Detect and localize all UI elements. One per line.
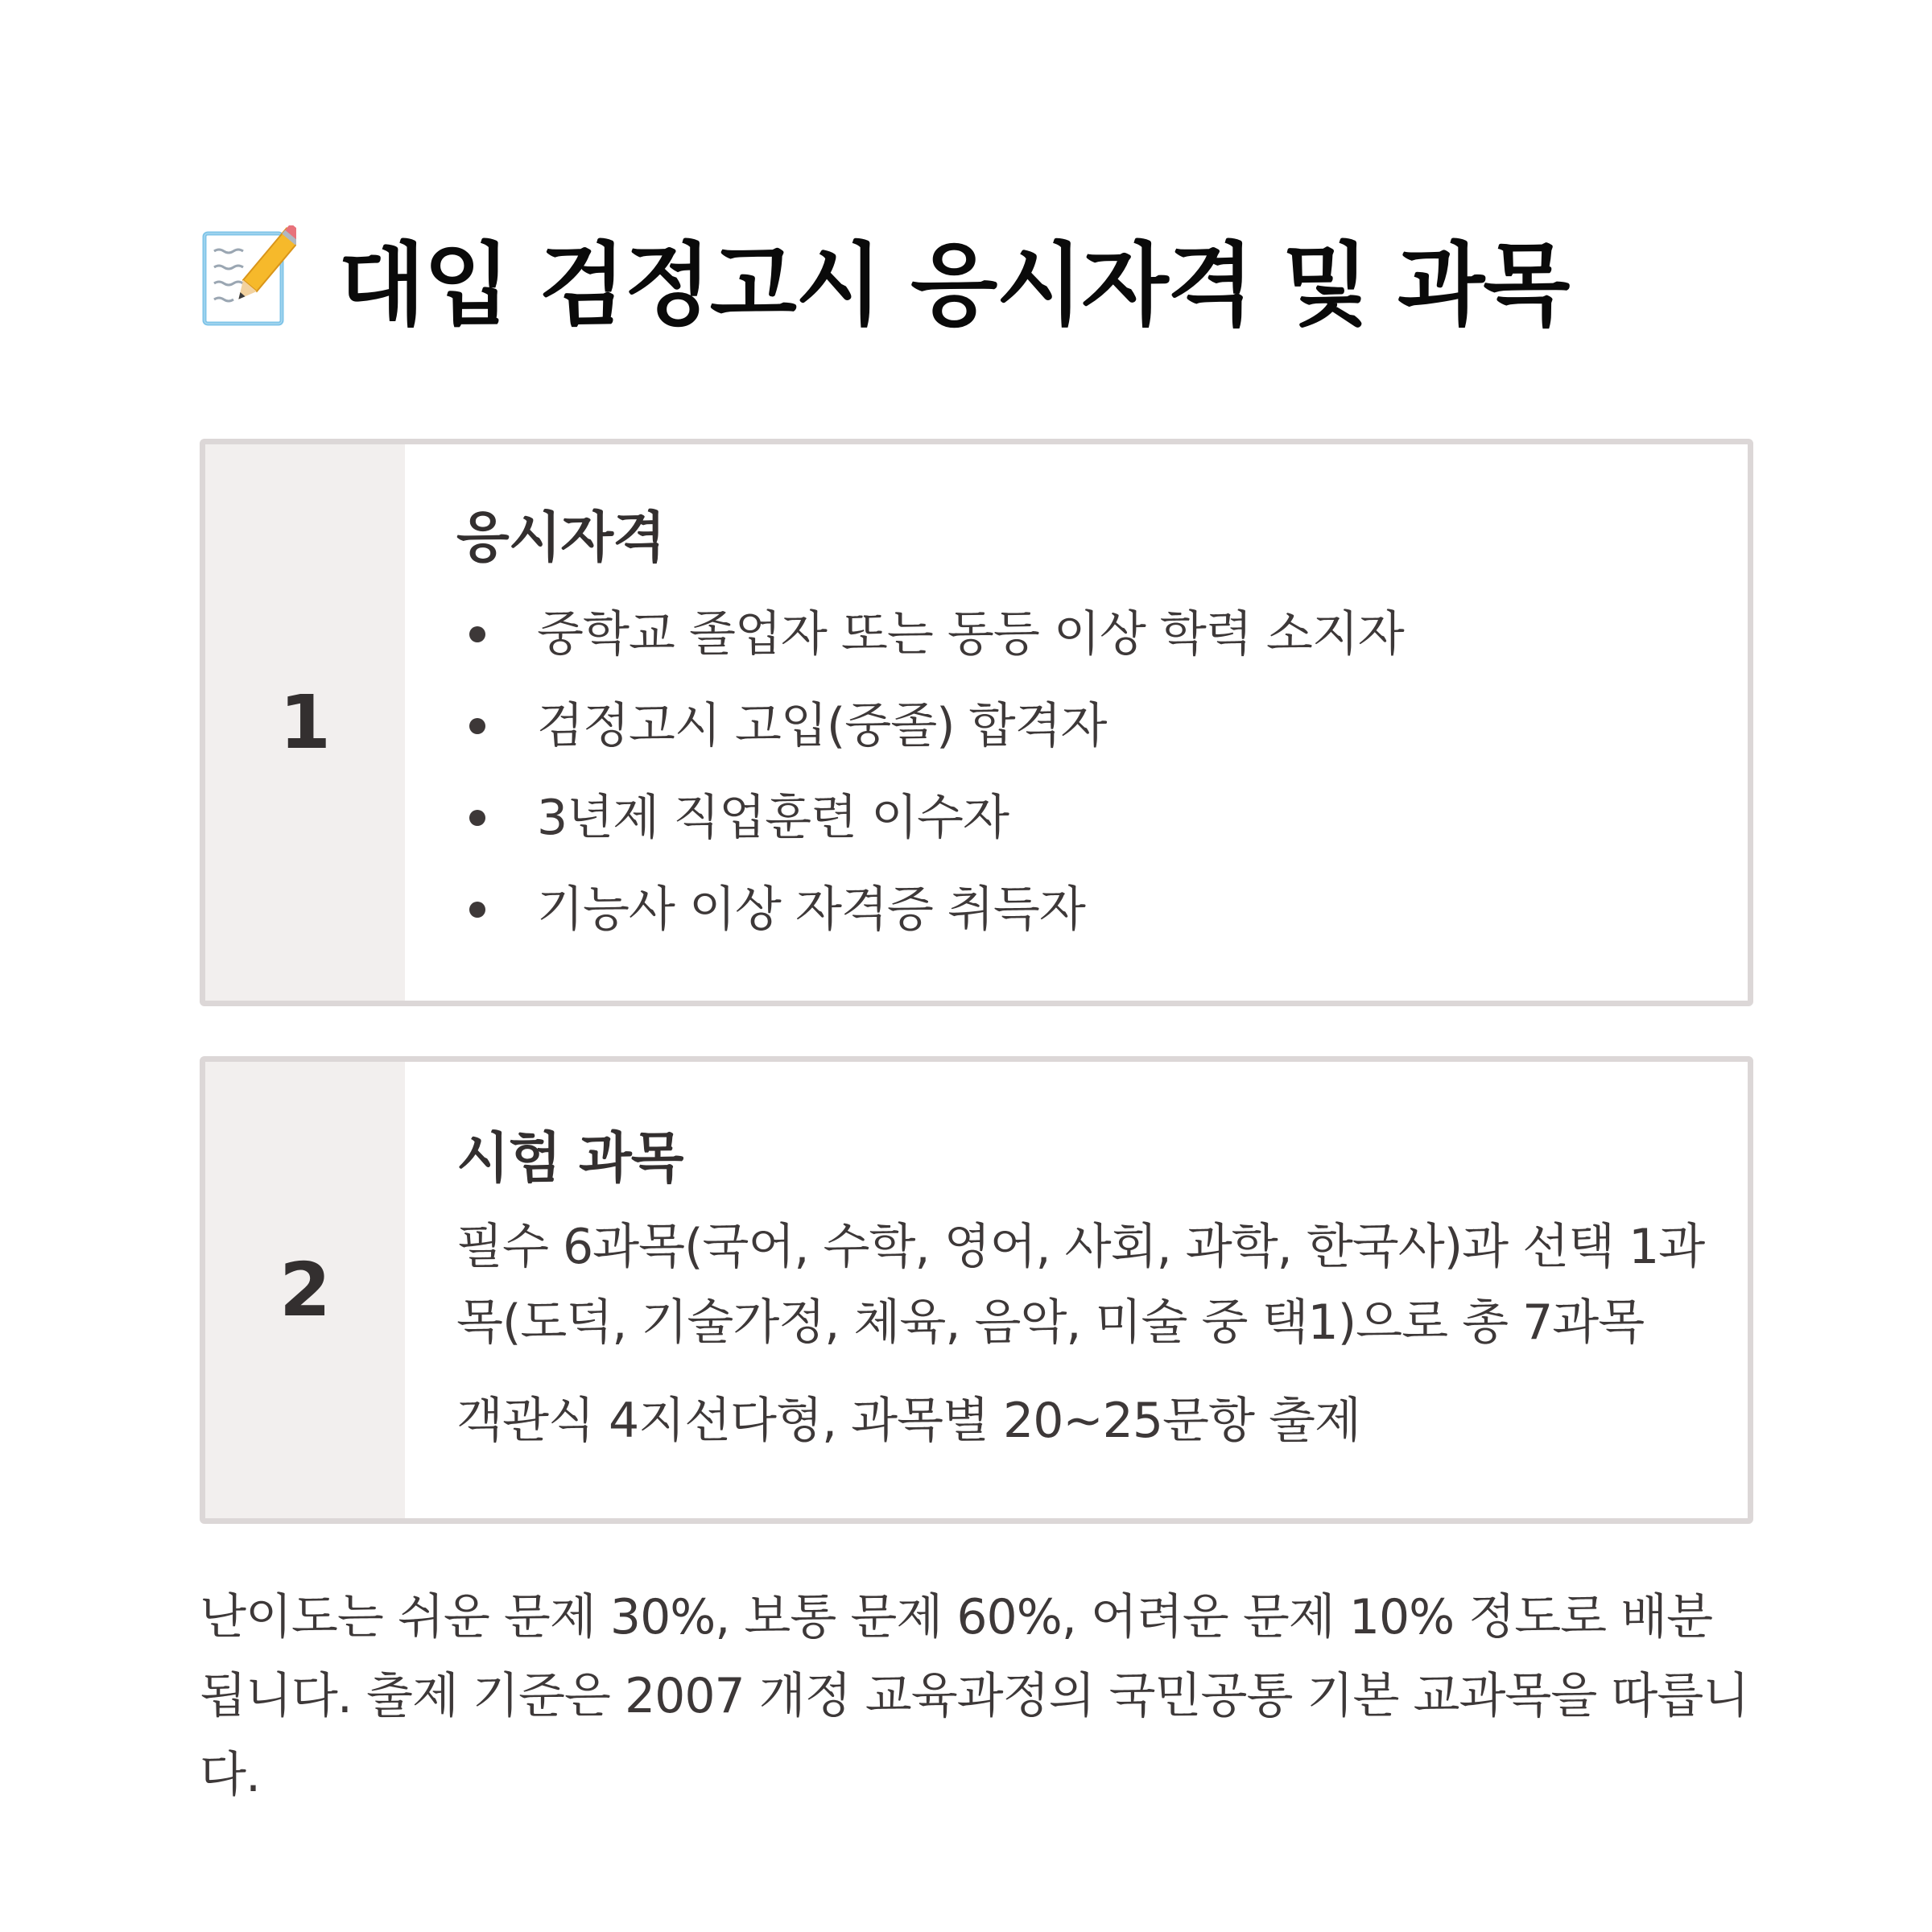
card-heading: 시험 과목 [456,1127,683,1191]
memo-pencil-icon [200,225,296,330]
difficulty-note: 난이도는 쉬운 문제 30%, 보통 문제 60%, 어려운 문제 10% 정도로 배분됩니다. 출제 기준은 2007 개정 교육과정의 국민공통 기본 교과목을 따릅니다. [200,1589,1749,1803]
bullet-icon [469,810,485,826]
list-item-text: 검정고시 고입(중졸) 합격자 [537,698,1107,754]
eligibility-list [456,588,1740,956]
list-item [456,864,1740,956]
list-item-text: 3년제 직업훈련 이수자 [537,790,1009,846]
step-card-eligibility [200,439,1753,1006]
step-card-subjects [200,1056,1753,1524]
bullet-icon [469,902,485,918]
step-number-column [205,1062,405,1518]
list-item [456,772,1740,864]
bullet-icon [469,626,485,642]
list-item-text: 기능사 이상 자격증 취득자 [537,881,1085,938]
card-body [405,1062,1748,1518]
bullet-icon [469,718,485,734]
subjects-description: 필수 6과목(국어, 수학, 영어, 사회, 과학, 한국사)과 선택 1과목(도덕, 기술가정, 체육, 음악, 미술 중 택1)으로 총 7과목 [456,1219,1705,1351]
card-body [405,444,1748,1001]
list-item-text: 중학교 졸업자 또는 동등 이상 학력 소지자 [537,606,1404,663]
list-item [456,588,1740,680]
question-format: 객관식 4지선다형, 과목별 20~25문항 출제 [456,1393,1360,1449]
page-title: 대입 검정고시 응시자격 및 과목 [338,233,1569,338]
step-number: 2 [279,1247,331,1333]
step-number: 1 [279,679,331,766]
card-heading: 응시자격 [456,506,665,570]
list-item [456,680,1740,772]
step-number-column [205,444,405,1001]
title-row [200,217,1568,338]
